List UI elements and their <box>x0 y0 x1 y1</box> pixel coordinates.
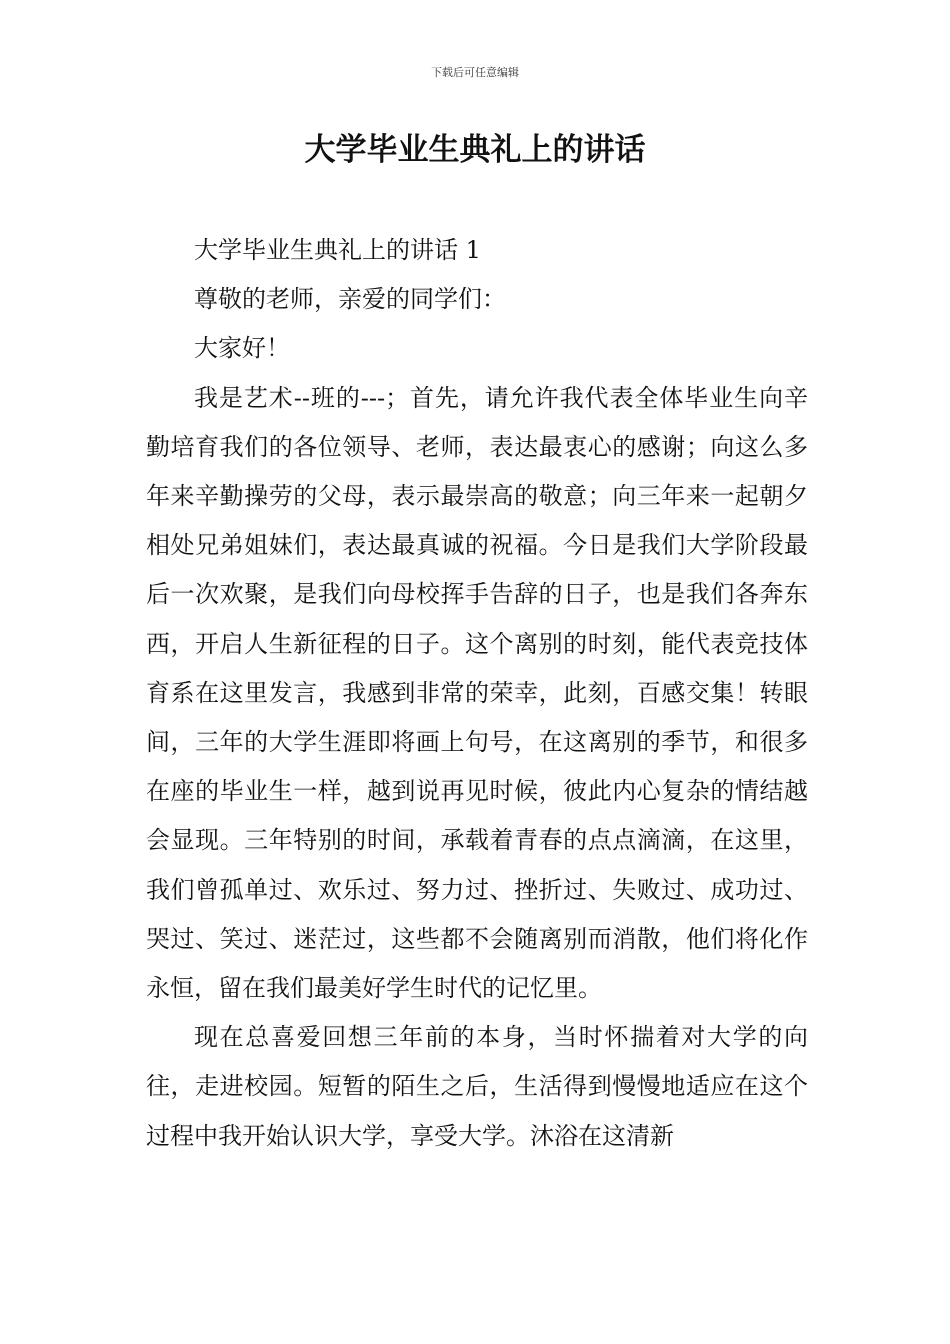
header-note: 下载后可任意编辑 <box>431 66 519 79</box>
body-paragraph: 现在总喜爱回想三年前的本身，当时怀揣着对大学的向往，走进校园。短暂的陌生之后，生活得到慢慢地适应在这个过程中我开始认识大学，享受大学。沐浴在这清新 <box>146 1023 808 1150</box>
document-body <box>146 226 808 1161</box>
body-paragraph: 我是艺术--班的---；首先，请允许我代表全体毕业生向辛勤培育我们的各位领导、老师，表达最衷心的感谢；向这么多年来辛勤操劳的父母，表示最崇高的敬意；向三年来一起朝夕相处兄弟姐妹们，表达最真诚的祝福。今日是我们大学阶段最后一次欢聚，是我们向母校挥手告辞的日子，也是我们各奔东西，开启人生新征程的日子。这个离别的时刻，能代表竞技体育系在这里发言，我感到非常的荣幸，此刻，百感交集！转眼间，三年的大学生涯即将画上句号，在这离别的季节，和很多在座的毕业生一样，越到说再见时候，彼此内心复杂的情结越会显现。三年特别的时间，承载着青春的点点滴滴，在这里，我们曾孤单过、欢乐过、努力过、挫折过、失败过、成功过、哭过、笑过、迷茫过，这些都不会随离别而消散，他们将化作永恒，留在我们最美好学生时代的记忆里。 <box>146 383 808 1003</box>
greeting-paragraph: 大家好！ <box>194 334 290 363</box>
document-title: 大学毕业生典礼上的讲话 <box>304 132 646 168</box>
section-heading: 大学毕业生典礼上的讲话 1 <box>194 236 481 264</box>
salutation-paragraph: 尊敬的老师，亲爱的同学们： <box>194 285 506 314</box>
